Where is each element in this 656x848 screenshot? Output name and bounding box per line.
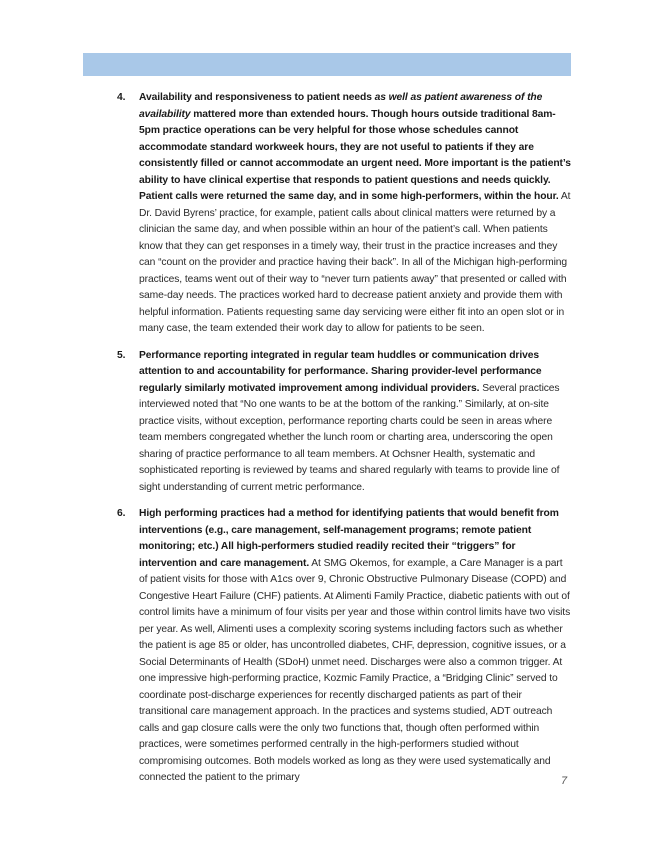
page-number: 7 [561, 775, 568, 787]
item-number: 4. [117, 92, 126, 103]
document-body [117, 90, 572, 797]
item-body: Several practices interviewed noted that “No one wants to be at the bottom of the ranking.” Similarly, at on-site practice visits, without exception, performance reporting charts could be seen in areas where team members congregated whether the lunch room or charting area, underscoring the open sharing of practice performance to all team members. At Ochsner Health, systematic and sophisticated reporting is reviewed by teams and shared regularly with teams to provide line of sight understanding of current metric performance. [139, 382, 560, 493]
item-lead-bold: Availability and responsiveness to patient needs [139, 92, 375, 103]
item-lead-bold: Performance reporting integrated in regular team huddles or communication drives attention to and accountability for performance. Sharing provider-level performance regularly similarly motivated improvement among individual providers. [139, 349, 542, 394]
item-number: 6. [117, 508, 126, 519]
list-item-4 [117, 90, 572, 338]
item-lead-bold: High performing practices had a method for identifying patients that would benefit from interventions (e.g., care management, self-management programs; remote patient monitoring; etc.) All high-performers studied readily recited their “triggers” for intervention and care management. [139, 508, 559, 569]
item-body: At SMG Okemos, for example, a Care Manager is a part of patient visits for those with A1cs over 9, Chronic Obstructive Pulmonary Disease (COPD) and Congestive Heart Failure (CHF) patients. At Alimenti Family Practice, diabetic patients with out of control limits have a minimum of four visits per year and those within control limits have two visits per year. As well, Alimenti uses a complexity scoring systems including factors such as whether the patient is age 85 or older, has uncontrolled diabetes, CHF, depression, cognitive issues, or a Social Determinants of Health (SDoH) unmet need. Discharges were also a common trigger. At one impressive high-performing practice, Kozmic Family Practice, a “Bridging Clinic” served to coordinate post-discharge experiences for recently discharged patients as part of their transitional care management approach. In the practices and systems studied, ADT outreach calls and gap closure calls were the only two functions that, though often performed within practices, were sometimes performed centrally in the high-performers studied without compromising outcomes. Both models worked as long as they were used systematically and connected the patient to the primary [139, 557, 571, 783]
item-lead-bold-italic: as well as patient awareness of the availability [139, 92, 543, 120]
list-item-6 [117, 506, 572, 787]
item-lead-bold-continued: mattered more than extended hours. Though hours outside traditional 8am-5pm practice operations can be very helpful for those whose schedules cannot accommodate standard workweek hours, they are not useful to patients if they are consistently filled or cannot accommodate an urgent need. More important is the patient’s ability to have clinical expertise that responds to patient questions and needs quickly. Patient calls were returned the same day, and in some high-performers, within the hour. [139, 108, 571, 202]
item-body: At Dr. David Byrens’ practice, for example, patient calls about clinical matters were returned by a clinician the same day, and when possible within an hour of the patient’s call. When patients know that they can get responses in a timely way, their trust in the practice increases and they can “count on the provider and practice having their back”. In all of the Michigan high-performing practices, teams went out of their way to “never turn patients away” that presented or called with same-day needs. The practices worked hard to decrease patient anxiety and provide them with helpful information. Patients requesting same day servicing were either fit into an open slot or in many case, the team extended their work day to allow for patients to be seen. [139, 191, 571, 334]
list-item-5 [117, 348, 572, 497]
header-bar [83, 53, 571, 76]
item-number: 5. [117, 349, 126, 361]
